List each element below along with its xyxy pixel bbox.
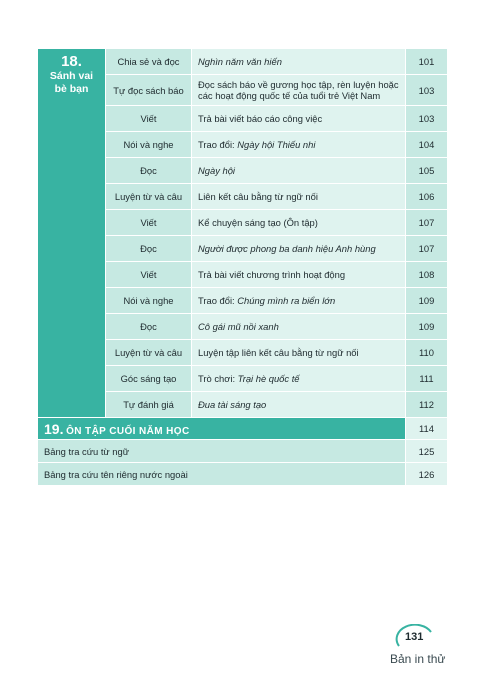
reference-label: Bảng tra cứu tên riêng nước ngoài xyxy=(38,463,406,486)
lesson-title: Luyện tập liên kết câu bằng từ ngữ nối xyxy=(198,347,359,358)
lesson-title: Đọc sách báo về gương học tập, rèn luyện hoặc các hoạt động quốc tế của tuổi trẻ Việt Nam xyxy=(198,79,399,101)
lesson-content-prefix: Trao đổi: xyxy=(198,295,238,306)
lesson-skill: Viết xyxy=(106,262,192,288)
lesson-content xyxy=(192,340,406,366)
draft-label: Bản in thử xyxy=(390,652,446,666)
unit-19-page: 114 xyxy=(406,418,448,440)
lesson-content xyxy=(192,184,406,210)
unit-19-title: ÔN TẬP CUỐI NĂM HỌC xyxy=(66,425,190,437)
lesson-title: Ngày hội xyxy=(198,165,236,176)
lesson-page: 112 xyxy=(406,392,448,418)
lesson-title: Liên kết câu bằng từ ngữ nối xyxy=(198,191,318,202)
table-of-contents xyxy=(37,48,448,486)
lesson-content xyxy=(192,366,406,392)
lesson-page: 108 xyxy=(406,262,448,288)
unit-19-row xyxy=(38,418,448,440)
lesson-content xyxy=(192,49,406,75)
reference-row xyxy=(38,440,448,463)
lesson-content-prefix: Trao đổi: xyxy=(198,139,238,150)
lesson-title: Ngày hội Thiếu nhi xyxy=(237,139,316,150)
reference-page: 126 xyxy=(406,463,448,486)
lesson-page: 111 xyxy=(406,366,448,392)
lesson-content xyxy=(192,236,406,262)
lesson-skill: Đọc xyxy=(106,314,192,340)
lesson-content xyxy=(192,288,406,314)
lesson-title: Nghìn năm văn hiến xyxy=(198,56,282,67)
lesson-content-prefix: Trò chơi: xyxy=(198,373,238,384)
lesson-skill: Luyện từ và câu xyxy=(106,184,192,210)
lesson-title: Trả bài viết chương trình hoạt động xyxy=(198,269,346,280)
lesson-page: 101 xyxy=(406,49,448,75)
lesson-page: 105 xyxy=(406,158,448,184)
lesson-skill: Đọc xyxy=(106,236,192,262)
lesson-content xyxy=(192,314,406,340)
lesson-title: Chúng mình ra biển lớn xyxy=(237,295,336,306)
lesson-content xyxy=(192,106,406,132)
unit-18-title-line1: Sánh vai xyxy=(49,70,94,82)
lesson-skill: Tự đọc sách báo xyxy=(106,75,192,106)
lesson-page: 107 xyxy=(406,236,448,262)
lesson-skill: Viết xyxy=(106,106,192,132)
lesson-page: 110 xyxy=(406,340,448,366)
lesson-content xyxy=(192,262,406,288)
unit-19-number: 19. xyxy=(44,420,64,437)
lesson-skill: Viết xyxy=(106,210,192,236)
lesson-skill: Nói và nghe xyxy=(106,288,192,314)
lesson-title: Trả bài viết báo cáo công việc xyxy=(198,113,323,124)
lesson-page: 103 xyxy=(406,106,448,132)
lesson-title: Kể chuyện sáng tạo (Ôn tập) xyxy=(198,217,318,228)
lesson-page: 107 xyxy=(406,210,448,236)
lesson-page: 109 xyxy=(406,288,448,314)
unit-19-title-cell xyxy=(38,418,406,440)
lesson-skill: Nói và nghe xyxy=(106,132,192,158)
lesson-page: 106 xyxy=(406,184,448,210)
unit-18-cell xyxy=(38,49,106,418)
lesson-page: 103 xyxy=(406,75,448,106)
reference-row xyxy=(38,463,448,486)
lesson-content xyxy=(192,158,406,184)
lesson-skill: Góc sáng tạo xyxy=(106,366,192,392)
lesson-title: Trại hè quốc tế xyxy=(237,373,300,384)
unit-18-title-line2: bè bạn xyxy=(54,83,89,95)
lesson-page: 104 xyxy=(406,132,448,158)
lesson-content xyxy=(192,132,406,158)
lesson-title: Người được phong ba danh hiệu Anh hùng xyxy=(198,243,376,254)
lesson-skill: Luyện từ và câu xyxy=(106,340,192,366)
unit-18-number: 18. xyxy=(61,53,82,70)
reference-page: 125 xyxy=(406,440,448,463)
lesson-content xyxy=(192,75,406,106)
lesson-skill: Chia sẻ và đọc xyxy=(106,49,192,75)
lesson-page: 109 xyxy=(406,314,448,340)
lesson-skill: Tự đánh giá xyxy=(106,392,192,418)
lesson-title: Đua tài sáng tạo xyxy=(198,399,267,410)
lesson-content xyxy=(192,210,406,236)
page-number: 131 xyxy=(405,631,424,643)
lesson-row xyxy=(38,49,448,75)
reference-label: Bảng tra cứu từ ngữ xyxy=(38,440,406,463)
lesson-title: Cô gái mũ nồi xanh xyxy=(198,321,279,332)
lesson-skill: Đọc xyxy=(106,158,192,184)
lesson-content xyxy=(192,392,406,418)
